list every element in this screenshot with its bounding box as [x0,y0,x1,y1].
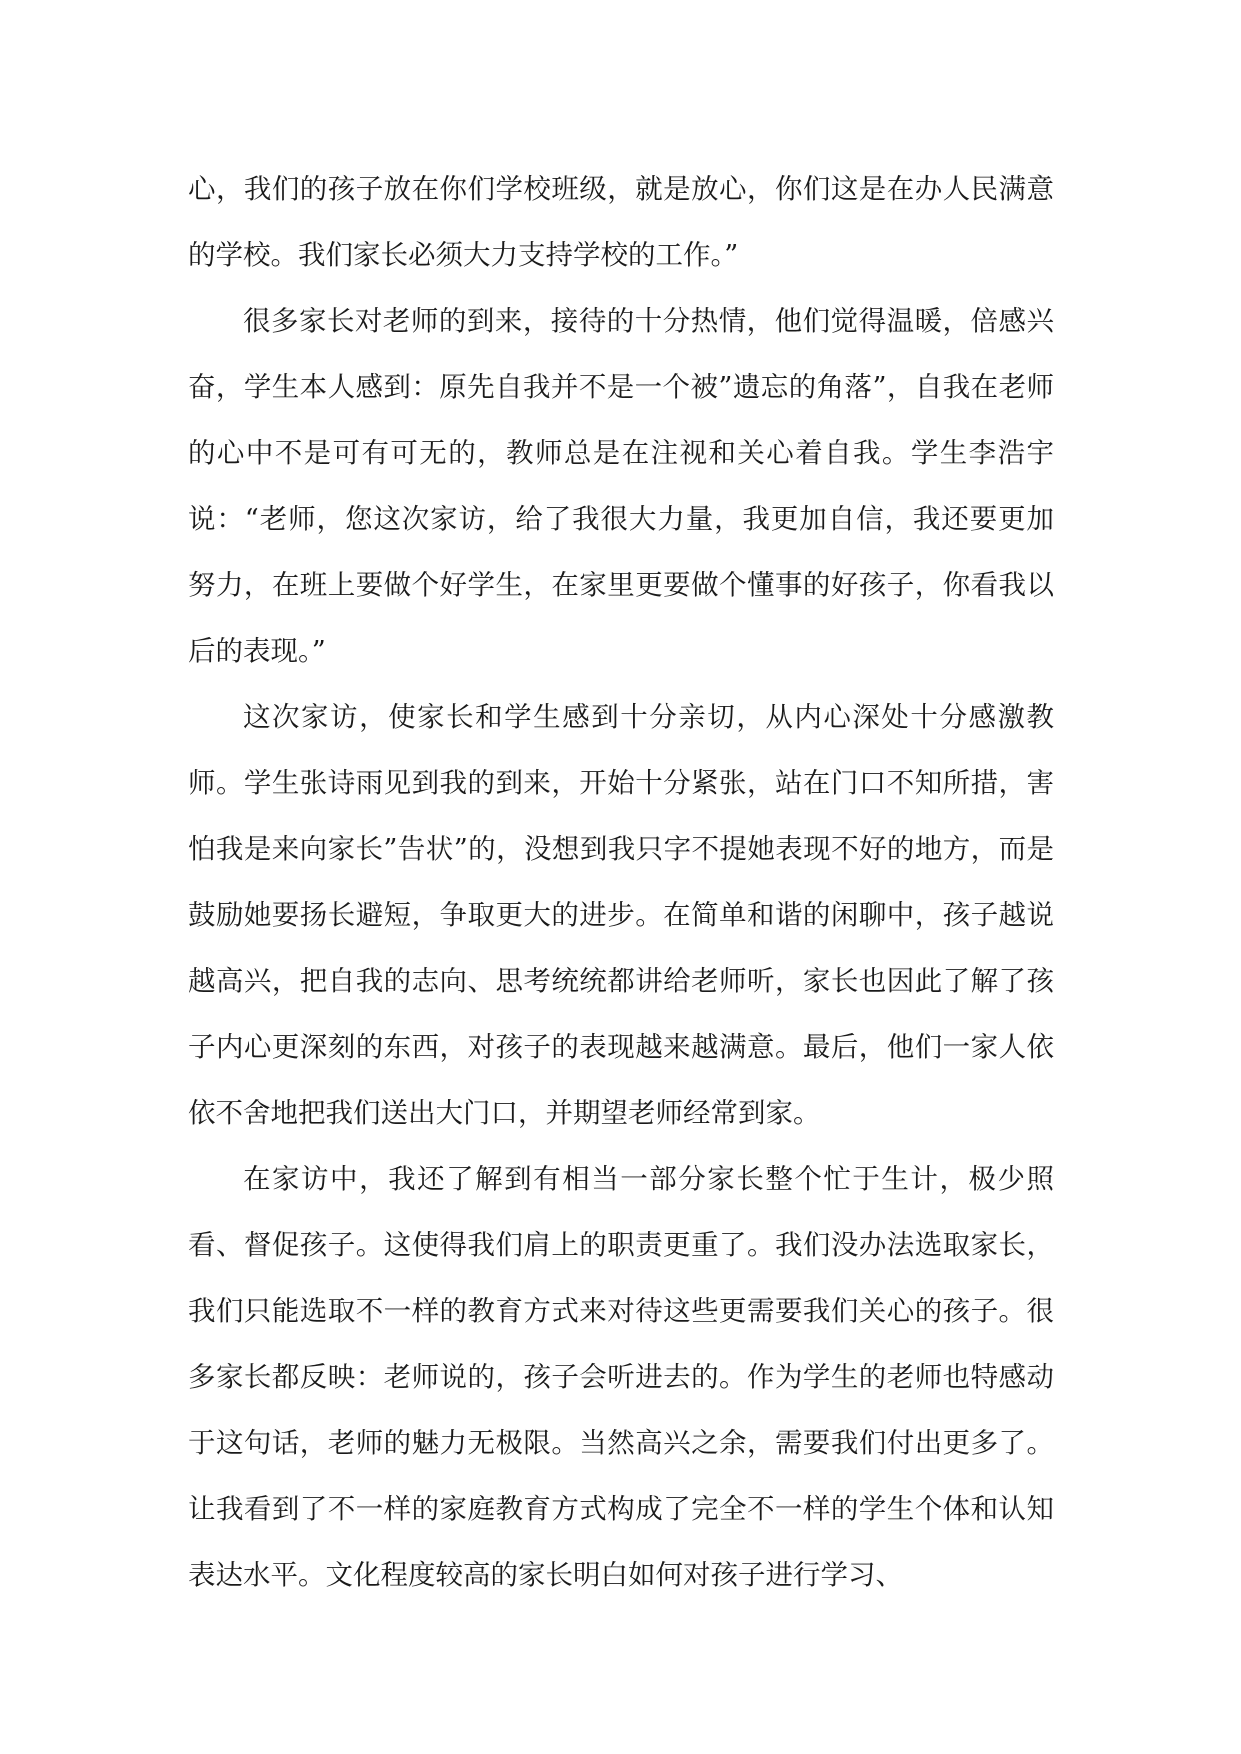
paragraph-2: 很多家长对老师的到来，接待的十分热情，他们觉得温暖，倍感兴奋，学生本人感到：原先自我并不是一个被”遗忘的角落”，自我在老师的心中不是可有可无的，教师总是在注视和关心着自我。学生李浩宇说：“老师，您这次家访，给了我很大力量，我更加自信，我还要更加努力，在班上要做个好学生，在家里更要做个懂事的好孩子，你看我以后的表现。” [188,305,1054,667]
document-page [188,156,1054,1608]
paragraph-4: 在家访中，我还了解到有相当一部分家长整个忙于生计，极少照看、督促孩子。这使得我们肩上的职责更重了。我们没办法选取家长，我们只能选取不一样的教育方式来对待这些更需要我们关心的孩子。很多家长都反映：老师说的，孩子会听进去的。作为学生的老师也特感动于这句话，老师的魅力无极限。当然高兴之余，需要我们付出更多了。让我看到了不一样的家庭教育方式构成了完全不一样的学生个体和认知表达水平。文化程度较高的家长明白如何对孩子进行学习、 [188,1163,1054,1591]
paragraph-3: 这次家访，使家长和学生感到十分亲切，从内心深处十分感激教师。学生张诗雨见到我的到来，开始十分紧张，站在门口不知所措，害怕我是来向家长”告状”的，没想到我只字不提她表现不好的地方，而是鼓励她要扬长避短，争取更大的进步。在简单和谐的闲聊中，孩子越说越高兴，把自我的志向、思考统统都讲给老师听，家长也因此了解了孩子内心更深刻的东西，对孩子的表现越来越满意。最后，他们一家人依依不舍地把我们送出大门口，并期望老师经常到家。 [188,701,1054,1129]
paragraph-1: 心，我们的孩子放在你们学校班级，就是放心，你们这是在办人民满意的学校。我们家长必须大力支持学校的工作。” [188,173,1054,271]
